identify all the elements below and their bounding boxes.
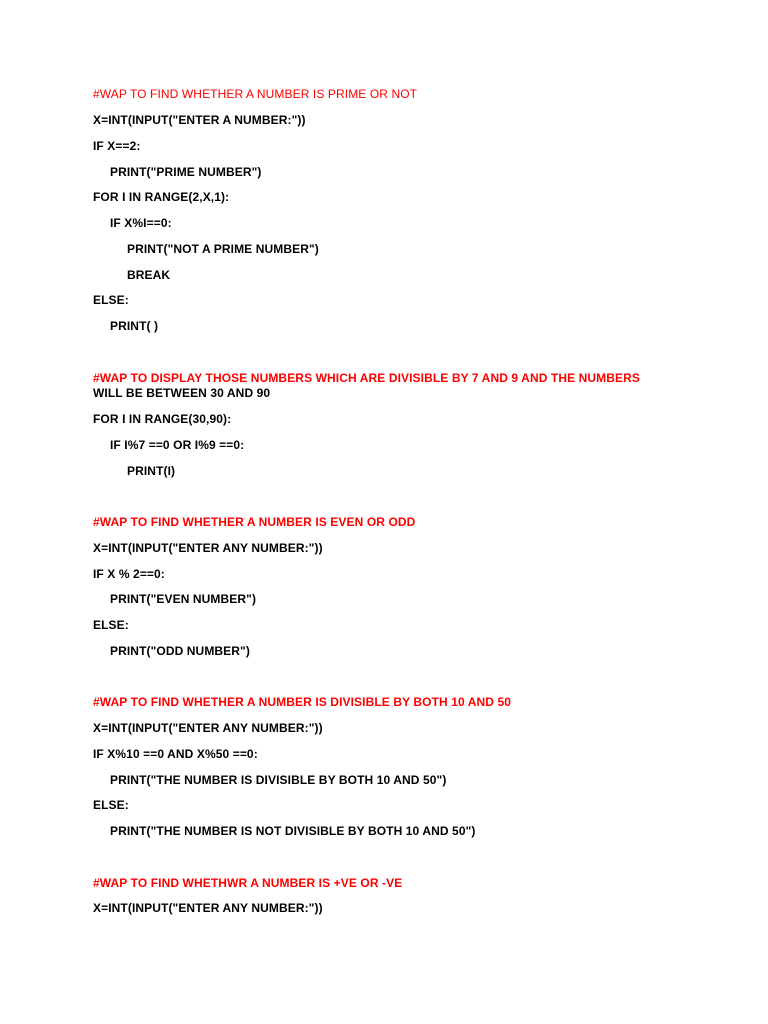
code-line: PRINT(I) [127,464,176,478]
section-heading: #WAP TO FIND WHETHER A NUMBER IS DIVISIBLE BY BOTH 10 AND 50 [93,695,512,709]
code-line: IF X%10 ==0 AND X%50 ==0: [93,747,258,761]
code-line: PRINT("ODD NUMBER") [110,644,250,658]
code-line: IF X==2: [93,139,141,153]
code-line: X=INT(INPUT("ENTER ANY NUMBER:")) [93,541,323,555]
code-line: X=INT(INPUT("ENTER ANY NUMBER:")) [93,721,323,735]
code-line: ELSE: [93,798,129,812]
code-line: PRINT("EVEN NUMBER") [110,592,257,606]
code-line: X=INT(INPUT("ENTER ANY NUMBER:")) [93,901,323,915]
code-line: PRINT("THE NUMBER IS DIVISIBLE BY BOTH 10 AND 50") [110,773,447,787]
section-heading: #WAP TO FIND WHETHWR A NUMBER IS +VE OR -VE [93,876,403,890]
code-line: BREAK [127,268,171,282]
code-line: PRINT("PRIME NUMBER") [110,165,262,179]
section-heading-continuation: WILL BE BETWEEN 30 AND 90 [93,386,271,400]
code-line: X=INT(INPUT("ENTER A NUMBER:")) [93,113,306,127]
code-line: FOR I IN RANGE(2,X,1): [93,190,230,204]
code-line: PRINT("THE NUMBER IS NOT DIVISIBLE BY BOTH 10 AND 50") [110,824,476,838]
section-heading: #WAP TO FIND WHETHER A NUMBER IS EVEN OR ODD [93,515,416,529]
code-line: IF X%I==0: [110,216,172,230]
code-line: IF X % 2==0: [93,567,165,581]
code-line: PRINT( ) [110,319,159,333]
code-line: IF I%7 ==0 OR I%9 ==0: [110,438,245,452]
code-line: ELSE: [93,618,129,632]
section-heading: #WAP TO FIND WHETHER A NUMBER IS PRIME OR NOT [93,87,418,101]
code-line: ELSE: [93,293,129,307]
code-line: PRINT("NOT A PRIME NUMBER") [127,242,319,256]
code-line: FOR I IN RANGE(30,90): [93,412,232,426]
section-heading: #WAP TO DISPLAY THOSE NUMBERS WHICH ARE DIVISIBLE BY 7 AND 9 AND THE NUMBERS [93,371,641,385]
